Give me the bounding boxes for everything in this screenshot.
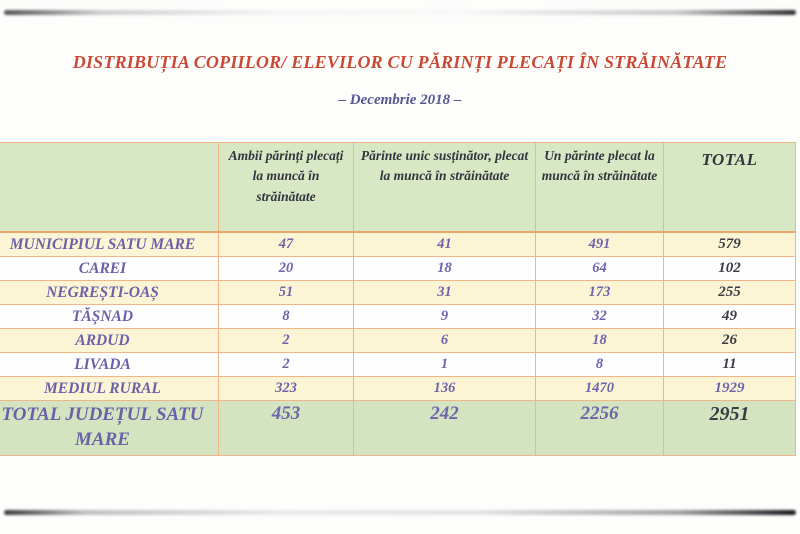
row-label: ARDUD	[0, 329, 219, 353]
total-cell: 49	[664, 305, 796, 329]
grand-total-label: TOTAL JUDEȚUL SATU MARE	[0, 401, 219, 456]
value-cell: 18	[354, 257, 536, 281]
total-cell: 255	[664, 281, 796, 305]
value-cell: 491	[536, 232, 664, 257]
value-cell: 51	[219, 281, 354, 305]
value-cell: 2	[219, 329, 354, 353]
table-row-carei	[0, 257, 796, 281]
total-cell: 102	[664, 257, 796, 281]
row-label: MEDIUL RURAL	[0, 377, 219, 401]
value-cell: 2	[219, 353, 354, 377]
row-label: NEGREȘTI-OAȘ	[0, 281, 219, 305]
value-cell: 9	[354, 305, 536, 329]
value-cell: 64	[536, 257, 664, 281]
table-row-negresti-oas	[0, 281, 796, 305]
value-cell: 1	[354, 353, 536, 377]
table-row-municipiul-satu-mare	[0, 232, 796, 257]
value-cell: 18	[536, 329, 664, 353]
photo-edge-shadow-top	[4, 10, 796, 15]
row-label: TĂȘNAD	[0, 305, 219, 329]
table-row-ardud	[0, 329, 796, 353]
photo-edge-shadow-bottom	[4, 510, 796, 515]
distribution-table	[0, 142, 796, 456]
table-row-tasnad	[0, 305, 796, 329]
table-row-mediul-rural	[0, 377, 796, 401]
table-row-grand-total	[0, 401, 796, 456]
header-row	[0, 143, 796, 233]
column-header-empty	[0, 143, 219, 233]
row-label: MUNICIPIUL SATU MARE	[0, 232, 219, 257]
row-label: LIVADA	[0, 353, 219, 377]
value-cell: 41	[354, 232, 536, 257]
value-cell: 136	[354, 377, 536, 401]
column-header-total: TOTAL	[664, 143, 796, 233]
value-cell: 32	[536, 305, 664, 329]
grand-total-cell: 2951	[664, 401, 796, 456]
value-cell: 323	[219, 377, 354, 401]
total-cell: 26	[664, 329, 796, 353]
total-cell: 579	[664, 232, 796, 257]
column-header-single-supporter: Părinte unic susținător, plecat la muncă în străinătate	[354, 143, 536, 233]
value-cell: 1470	[536, 377, 664, 401]
value-cell: 8	[536, 353, 664, 377]
value-cell: 6	[354, 329, 536, 353]
column-header-one-parent: Un părinte plecat la muncă în străinătate	[536, 143, 664, 233]
page-title: DISTRIBUȚIA COPIILOR/ ELEVILOR CU PĂRINȚI PLECAȚI ÎN STRĂINĂTATE	[72, 52, 728, 72]
value-cell: 47	[219, 232, 354, 257]
table-row-livada	[0, 353, 796, 377]
total-cell: 11	[664, 353, 796, 377]
grand-total-value-cell: 2256	[536, 401, 664, 456]
value-cell: 20	[219, 257, 354, 281]
value-cell: 31	[354, 281, 536, 305]
column-header-both-parents: Ambii părinți plecați la muncă în străinătate	[219, 143, 354, 233]
total-cell: 1929	[664, 377, 796, 401]
row-label: CAREI	[0, 257, 219, 281]
grand-total-value-cell: 242	[354, 401, 536, 456]
page-subtitle: – Decembrie 2018 –	[338, 92, 462, 108]
value-cell: 8	[219, 305, 354, 329]
grand-total-value-cell: 453	[219, 401, 354, 456]
value-cell: 173	[536, 281, 664, 305]
